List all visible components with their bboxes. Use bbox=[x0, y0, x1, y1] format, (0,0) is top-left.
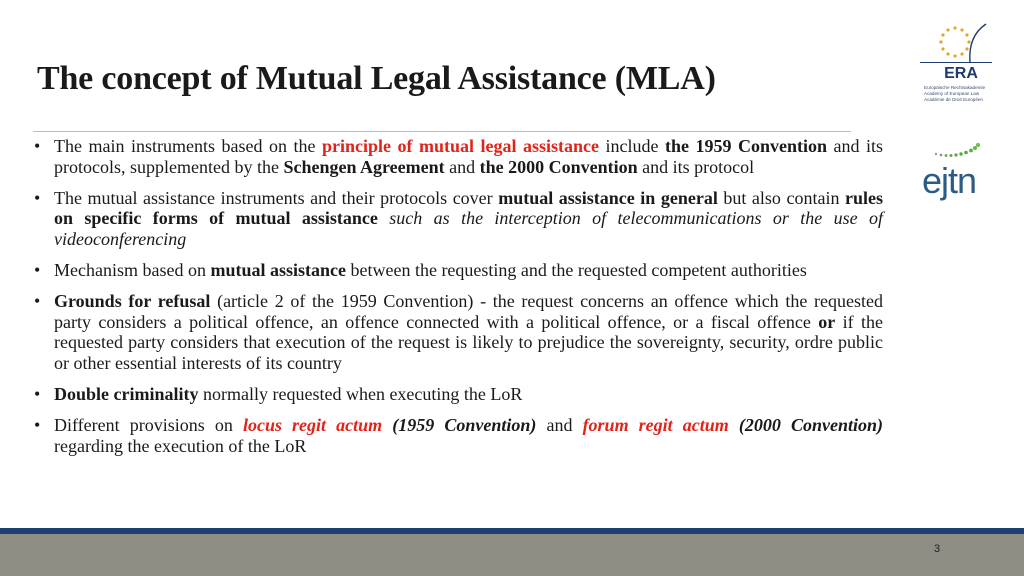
bullet-text-segment: The main instruments based on the bbox=[54, 136, 322, 156]
bullet-text-segment: Different provisions on bbox=[54, 414, 243, 435]
bullet-text-segment: and its protocols, supplemented by the bbox=[54, 136, 884, 177]
bullet-text-segment: rules on specific forms of mutual assistance bbox=[54, 187, 883, 229]
bullet-item bbox=[33, 260, 883, 281]
era-swoosh-icon bbox=[960, 22, 990, 66]
bullet-text-segment: and bbox=[444, 156, 480, 177]
bullet-text-segment: between the requesting and the requested competent authorities bbox=[345, 259, 807, 280]
bullet-text-segment: The mutual assistance instruments and their protocols cover bbox=[54, 187, 499, 208]
footer-bar bbox=[0, 534, 1024, 576]
bullet-text-segment: normally requested when executing the LoR bbox=[198, 383, 523, 404]
bullet-text-segment: or bbox=[818, 311, 836, 332]
bullet-text-segment: and its protocol bbox=[637, 156, 755, 177]
bullet-text-segment: locus regit actum bbox=[242, 414, 383, 435]
ejtn-logo-text: ejtn bbox=[922, 160, 977, 201]
bullet-text-segment: include bbox=[598, 136, 665, 156]
bullet-text-segment: but also contain bbox=[717, 187, 845, 208]
bullet-text-segment: regarding the execution of the LoR bbox=[54, 435, 307, 456]
bullet-text-segment: (2000 Convention) bbox=[738, 414, 883, 435]
era-divider bbox=[920, 62, 992, 63]
era-subtitle-line: Europäische Rechtsakademie bbox=[924, 85, 986, 90]
bullet-text-segment: and bbox=[536, 414, 583, 435]
era-logo bbox=[910, 22, 1010, 112]
bullet-text-segment bbox=[729, 415, 739, 435]
bullet-text-segment: such as the interception of telecommunications or the use of videoconferencing bbox=[54, 208, 884, 250]
bullet-text-segment: (article 2 of the 1959 Convention) - the request concerns an offence which the requested party considers a political offence, an offence connected with a political offence, or a fiscal offence bbox=[54, 290, 883, 332]
slide-content bbox=[33, 136, 883, 466]
bullet-text-segment: mutual assistance bbox=[210, 259, 346, 280]
bullet-text-segment: if the requested party considers that execution of the request is likely to prejudice the sovereignty, security, ordre public or other essential interests of its country bbox=[54, 311, 883, 374]
bullet-text-segment bbox=[382, 415, 392, 435]
bullet-item bbox=[33, 188, 883, 250]
bullet-text-segment: principle of mutual legal assistance bbox=[321, 136, 599, 156]
page-number: 3 bbox=[934, 543, 941, 555]
bullet-text-segment bbox=[378, 208, 389, 228]
slide-title: The concept of Mutual Legal Assistance (MLA) bbox=[37, 60, 716, 97]
bullet-text-segment: forum regit actum bbox=[582, 414, 729, 435]
era-subtitle-line: Académie de Droit Européen bbox=[924, 97, 983, 102]
bullet-item bbox=[33, 136, 883, 178]
bullet-text-segment: Mechanism based on bbox=[54, 259, 211, 280]
title-divider bbox=[33, 131, 851, 132]
bullet-text-segment: Schengen Agreement bbox=[283, 156, 445, 177]
bullet-list bbox=[33, 136, 883, 456]
bullet-item bbox=[33, 384, 883, 405]
bullet-text-segment: Grounds for refusal bbox=[54, 290, 211, 311]
era-subtitle bbox=[924, 85, 1004, 103]
era-logo-text: ERA bbox=[944, 65, 978, 82]
bullet-item bbox=[33, 291, 883, 374]
bullet-text-segment: (1959 Convention) bbox=[392, 414, 537, 435]
era-subtitle-line: Academy of European Law bbox=[924, 91, 980, 96]
bullet-text-segment: mutual assistance in general bbox=[498, 187, 718, 208]
ejtn-logo bbox=[920, 140, 1010, 210]
bullet-item bbox=[33, 415, 883, 457]
bullet-text-segment: Double criminality bbox=[54, 383, 199, 404]
bullet-text-segment: the 2000 Convention bbox=[479, 156, 638, 177]
bullet-text-segment: the 1959 Convention bbox=[664, 136, 827, 156]
